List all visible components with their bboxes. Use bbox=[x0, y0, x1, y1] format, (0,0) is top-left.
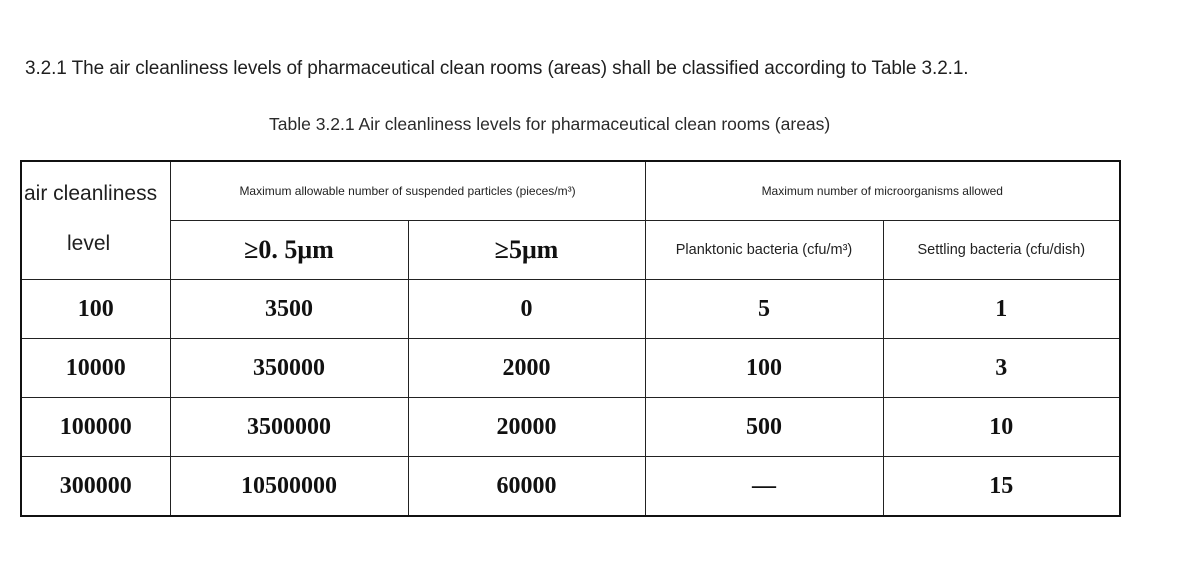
planktonic-cell: 500 bbox=[645, 398, 883, 457]
table-row bbox=[21, 339, 1120, 398]
particles-05-cell: 10500000 bbox=[170, 457, 408, 517]
level-cell: 300000 bbox=[21, 457, 170, 517]
particle-size-5-header: ≥5μm bbox=[408, 221, 645, 280]
particles-5-cell: 60000 bbox=[408, 457, 645, 517]
section-paragraph: 3.2.1 The air cleanliness levels of pharmaceutical clean rooms (areas) shall be classified according to Table 3.2.1. bbox=[25, 58, 969, 79]
particles-05-cell: 3500 bbox=[170, 280, 408, 339]
microorganisms-group-header: Maximum number of microorganisms allowed bbox=[645, 161, 1120, 221]
planktonic-cell: — bbox=[645, 457, 883, 517]
level-header-line2: level bbox=[67, 232, 111, 255]
level-header-line1: air cleanliness bbox=[24, 182, 158, 205]
particles-05-cell: 350000 bbox=[170, 339, 408, 398]
table-header-row-1 bbox=[21, 161, 1120, 221]
table-caption: Table 3.2.1 Air cleanliness levels for pharmaceutical clean rooms (areas) bbox=[269, 114, 831, 134]
settling-cell: 10 bbox=[883, 398, 1120, 457]
settling-cell: 15 bbox=[883, 457, 1120, 517]
level-cell: 10000 bbox=[21, 339, 170, 398]
planktonic-cell: 100 bbox=[645, 339, 883, 398]
particle-size-05-header: ≥0. 5μm bbox=[170, 221, 408, 280]
planktonic-cell: 5 bbox=[645, 280, 883, 339]
particles-5-cell: 2000 bbox=[408, 339, 645, 398]
level-header-cell bbox=[21, 161, 170, 280]
settling-bacteria-header: Settling bacteria (cfu/dish) bbox=[883, 221, 1120, 280]
settling-cell: 3 bbox=[883, 339, 1120, 398]
table-row bbox=[21, 398, 1120, 457]
level-cell: 100000 bbox=[21, 398, 170, 457]
table-row bbox=[21, 280, 1120, 339]
level-cell: 100 bbox=[21, 280, 170, 339]
planktonic-bacteria-header: Planktonic bacteria (cfu/m³) bbox=[645, 221, 883, 280]
cleanliness-table bbox=[20, 160, 1121, 517]
particles-5-cell: 20000 bbox=[408, 398, 645, 457]
settling-cell: 1 bbox=[883, 280, 1120, 339]
table-row bbox=[21, 457, 1120, 517]
particles-5-cell: 0 bbox=[408, 280, 645, 339]
particles-05-cell: 3500000 bbox=[170, 398, 408, 457]
table-header-row-2 bbox=[21, 221, 1120, 280]
particles-group-header: Maximum allowable number of suspended particles (pieces/m³) bbox=[170, 161, 645, 221]
